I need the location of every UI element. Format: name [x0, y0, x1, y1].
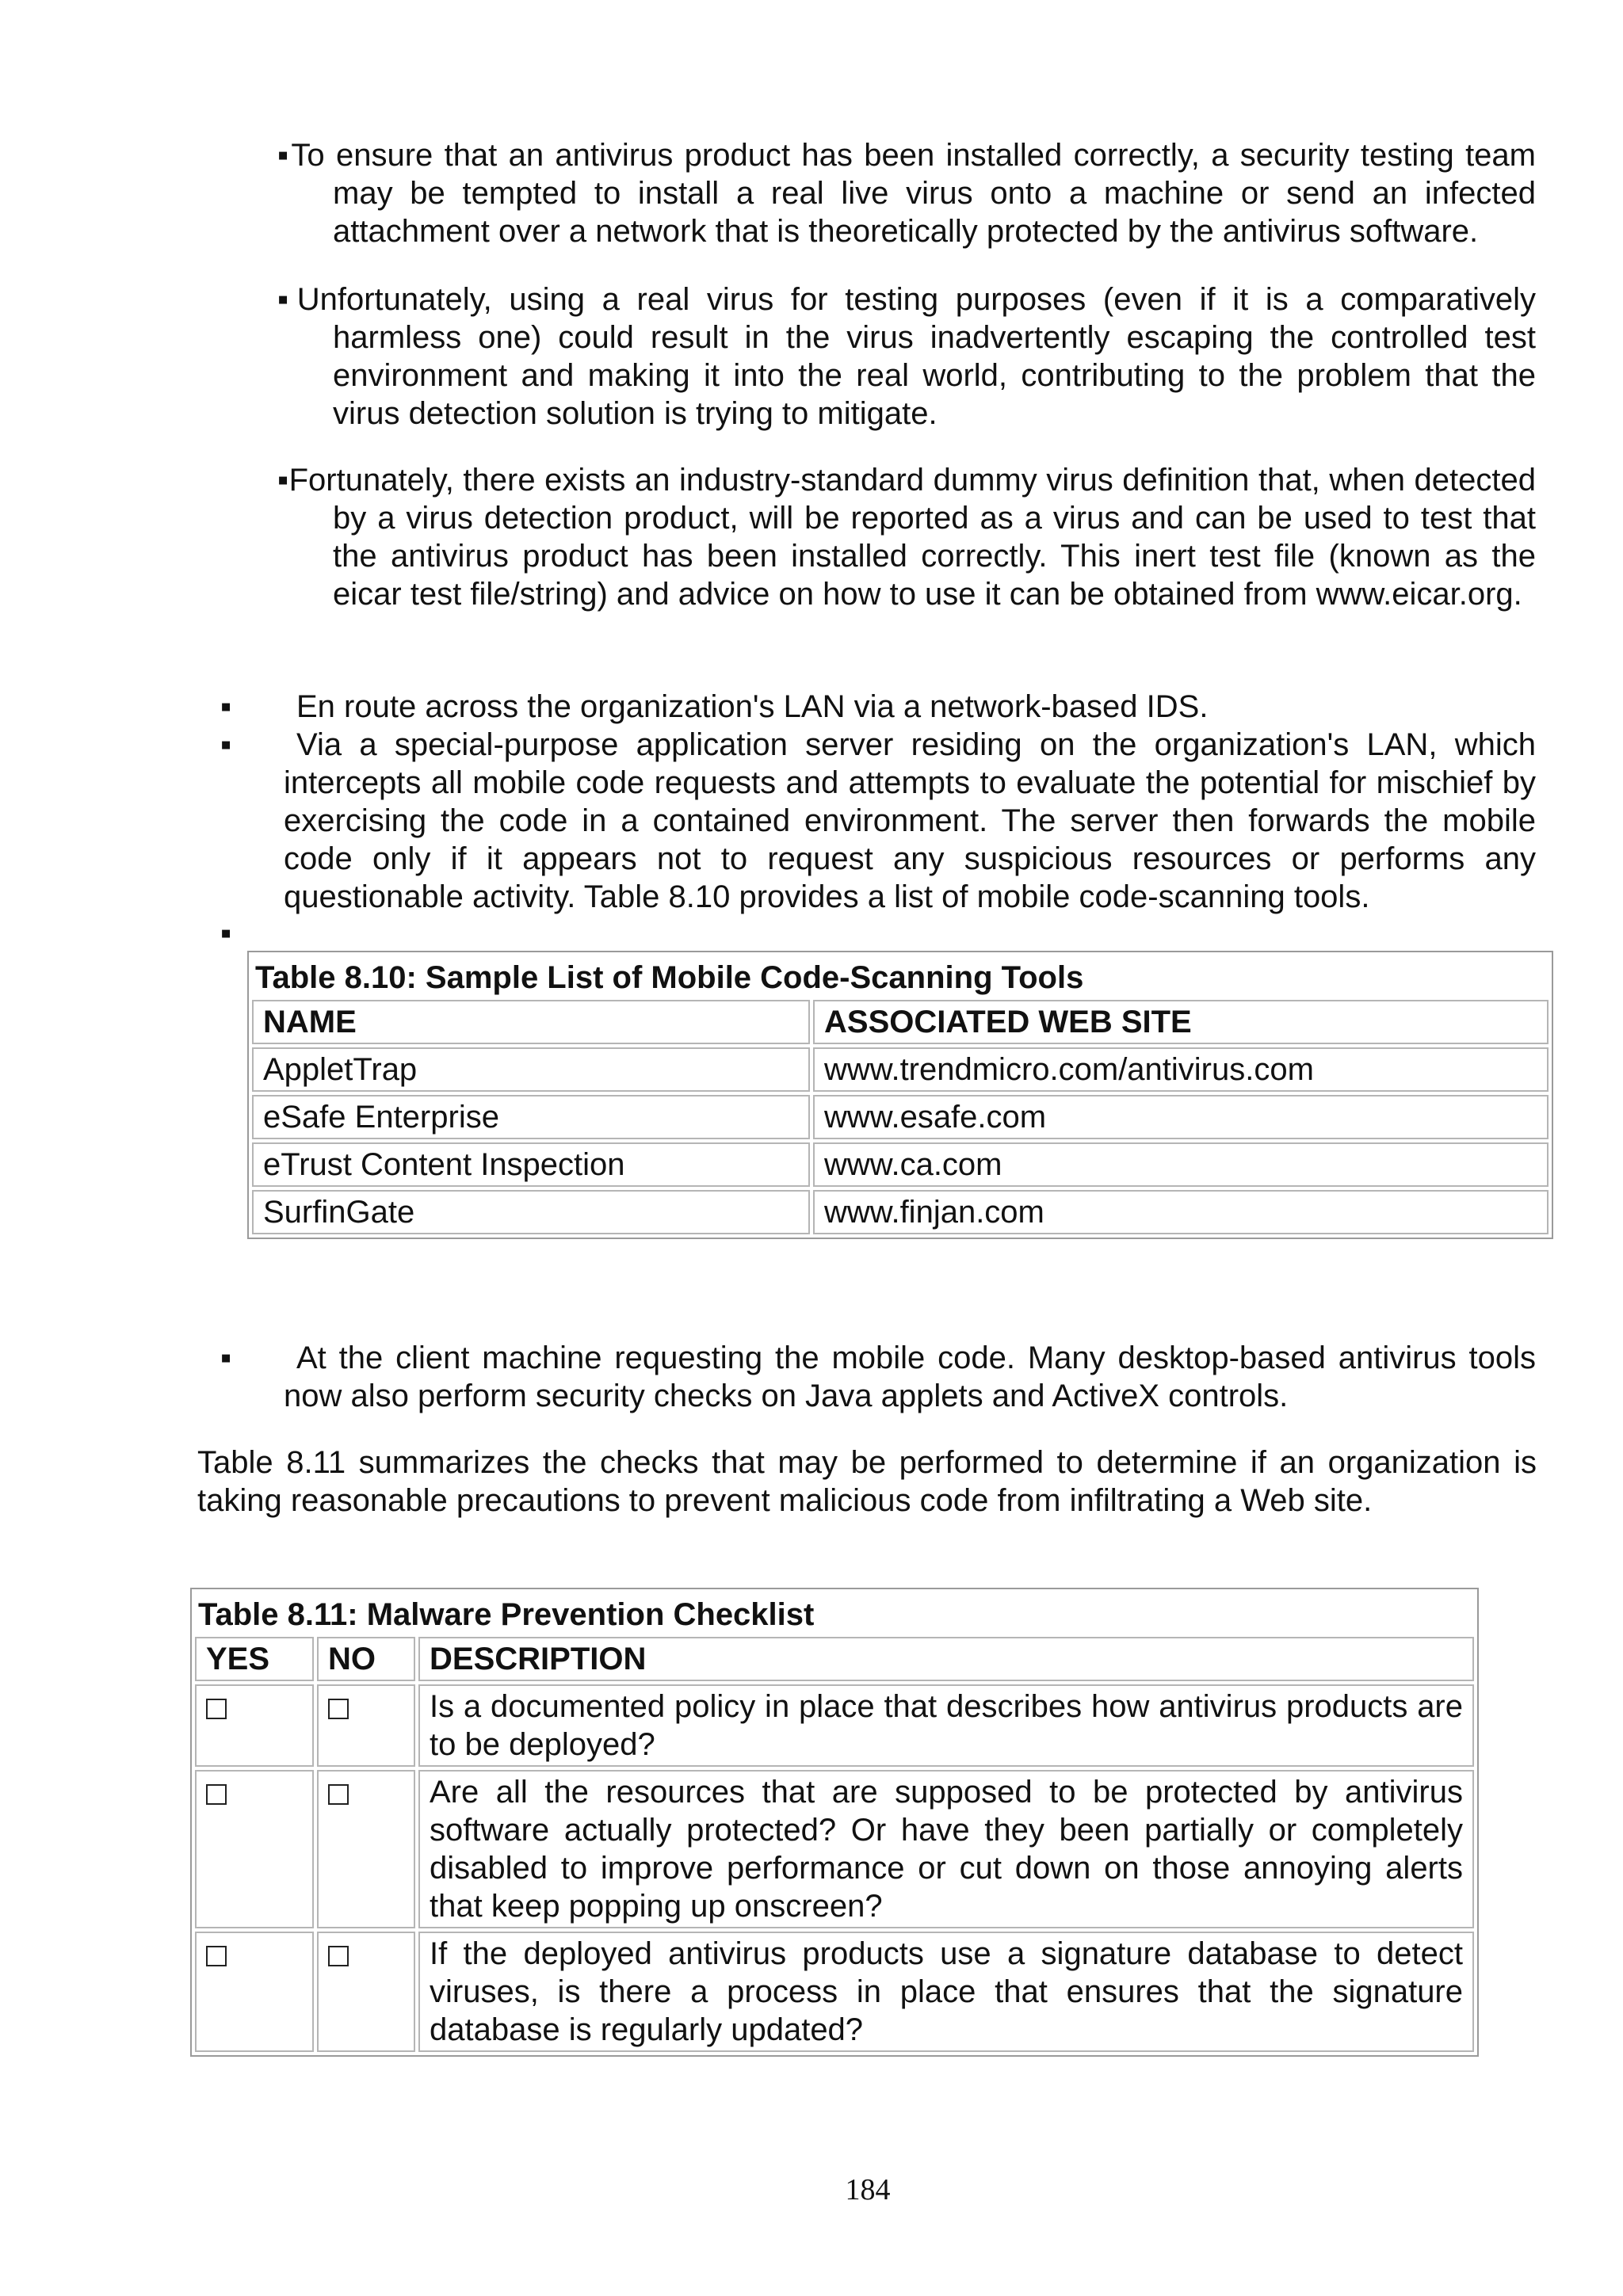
table-8-11	[190, 1588, 1479, 2057]
checklist-description: If the deployed antivirus products use a signature database to detect viruses, is there a process in place that ensures that the signature database is regularly updated?	[418, 1932, 1474, 2052]
table-header: DESCRIPTION	[418, 1637, 1474, 1681]
tool-name: eSafe Enterprise	[252, 1095, 810, 1139]
table-row	[252, 1142, 1549, 1187]
no-cell	[317, 1684, 415, 1767]
yes-cell	[195, 1684, 314, 1767]
tool-website: www.trendmicro.com/antivirus.com	[813, 1047, 1549, 1092]
table-row	[252, 1190, 1549, 1234]
checklist-description: Are all the resources that are supposed to be protected by antivirus software actually protected? Or have they been partially or completely disabled to improve performance or cut down on those annoying alerts that keep popping up onscreen?	[418, 1770, 1474, 1928]
table-row	[195, 1770, 1474, 1928]
outer-bullet-text: Via a special-purpose application server residing on the organization's LAN, which intercepts all mobile code requests and attempts to evaluate the potential for mischief by exercising the code in a contained environment. The server then forwards the mobile code only if it appears not to request any suspicious resources or performs any questionable activity. Table 8.10 provides a list of mobile code-scanning tools.	[284, 727, 1536, 914]
page-number: 184	[845, 2173, 891, 2206]
tool-name: SurfinGate	[252, 1190, 810, 1234]
yes-checkbox[interactable]	[206, 1699, 227, 1719]
tool-name: eTrust Content Inspection	[252, 1142, 810, 1187]
outer-bullet-client	[220, 1339, 1536, 1415]
bullet-glyph: ▪	[220, 727, 232, 762]
checklist-description: Is a documented policy in place that describes how antivirus products are to be deployed?	[418, 1684, 1474, 1767]
sub-bullet-3	[277, 461, 1536, 613]
yes-cell	[195, 1932, 314, 2052]
sub-bullet-text: Unfortunately, using a real virus for testing purposes (even if it is a comparatively harmless one) could result in the virus inadvertently escaping the controlled test environment and making it into the real world, contributing to the problem that the virus detection solution is trying to mitigate.	[296, 282, 1536, 431]
bullet-glyph: ▪	[220, 1341, 232, 1375]
outer-bullet-text: At the client machine requesting the mobile code. Many desktop-based antivirus tools now also perform security checks on Java applets and ActiveX controls.	[284, 1341, 1536, 1413]
table-row	[195, 1932, 1474, 2052]
table-row	[252, 1047, 1549, 1092]
tool-name: AppletTrap	[252, 1047, 810, 1092]
table-caption: Table 8.10: Sample List of Mobile Code-Scanning Tools	[255, 960, 1084, 995]
table-header: NAME	[252, 1000, 810, 1044]
no-cell	[317, 1770, 415, 1928]
table-header: ASSOCIATED WEB SITE	[813, 1000, 1549, 1044]
sub-bullet-1	[277, 136, 1536, 250]
yes-checkbox[interactable]	[206, 1784, 227, 1805]
table-row	[252, 1095, 1549, 1139]
yes-checkbox[interactable]	[206, 1946, 227, 1966]
table-header: NO	[317, 1637, 415, 1681]
no-checkbox[interactable]	[328, 1699, 349, 1719]
tool-website: www.finjan.com	[813, 1190, 1549, 1234]
bullet-glyph: ▪	[277, 463, 289, 498]
no-checkbox[interactable]	[328, 1946, 349, 1966]
tool-website: www.ca.com	[813, 1142, 1549, 1187]
table-row	[195, 1684, 1474, 1767]
outer-bullet-1	[220, 688, 1536, 726]
tool-website: www.esafe.com	[813, 1095, 1549, 1139]
outer-bullet-2	[220, 726, 1536, 916]
bullet-glyph: ▪	[277, 282, 297, 317]
sub-bullet-text: To ensure that an antivirus product has been installed correctly, a security testing team may be tempted to install a real live virus onto a machine or send an infected attachment over a network that is theoretically protected by the antivirus software.	[291, 138, 1536, 249]
table-header: YES	[195, 1637, 314, 1681]
yes-cell	[195, 1770, 314, 1928]
bullet-glyph: ▪	[277, 138, 292, 173]
sub-bullet-2	[277, 280, 1536, 433]
no-cell	[317, 1932, 415, 2052]
bullet-glyph: ▪	[220, 916, 232, 951]
table-caption: Table 8.11: Malware Prevention Checklist	[198, 1597, 815, 1632]
sub-bullet-text: Fortunately, there exists an industry-standard dummy virus definition that, when detected by a virus detection product, will be reported as a virus and can be used to test that the antivirus product has been installed correctly. This inert test file (known as the eicar test file/string) and advice on how to use it can be obtained from www.eicar.org.	[288, 463, 1536, 612]
outer-bullet-text: En route across the organization's LAN via a network-based IDS.	[296, 689, 1209, 724]
table-8-10	[247, 951, 1553, 1239]
no-checkbox[interactable]	[328, 1784, 349, 1805]
summary-paragraph: Table 8.11 summarizes the checks that may be performed to determine if an organization is taking reasonable precautions to prevent malicious code from infiltrating a Web site.	[197, 1445, 1537, 1518]
bullet-glyph: ▪	[220, 689, 232, 724]
